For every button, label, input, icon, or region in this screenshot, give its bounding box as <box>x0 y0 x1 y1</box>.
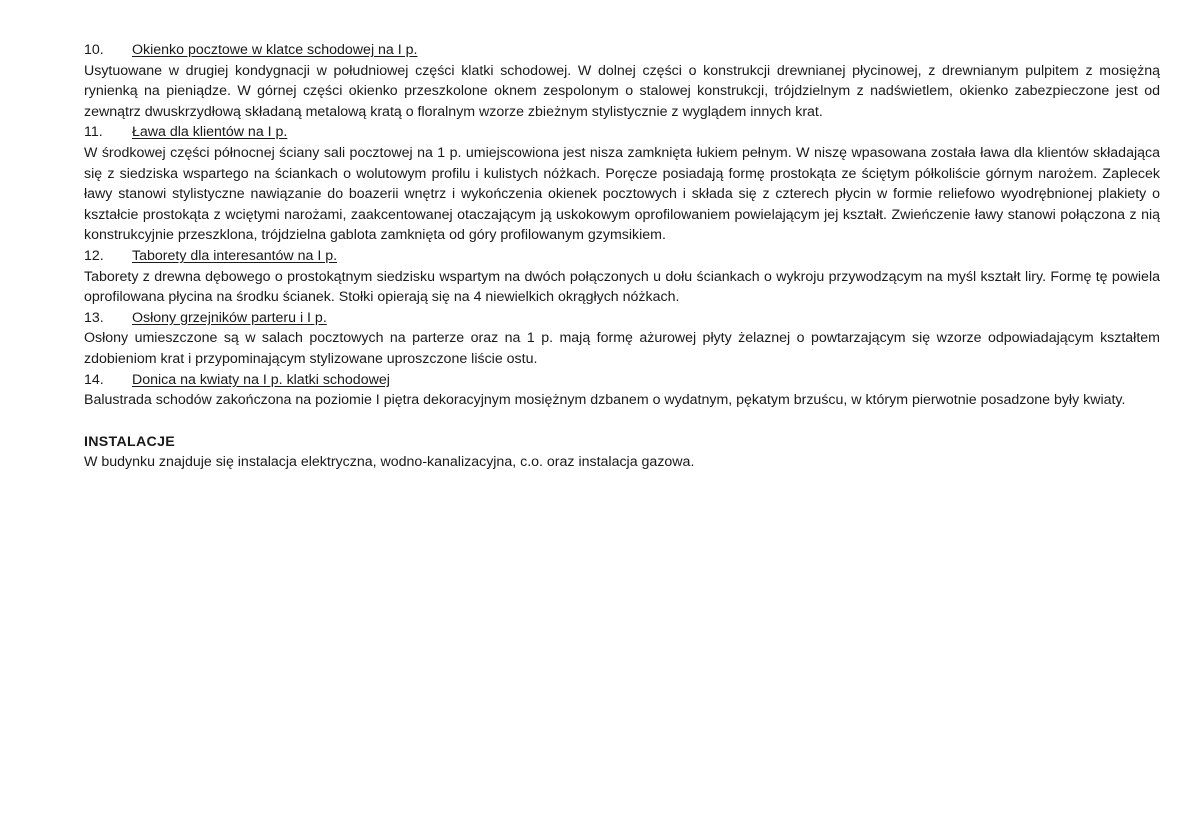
item-number: 14. <box>84 371 104 388</box>
item-number: 11. <box>84 124 103 141</box>
item-heading <box>84 370 1160 391</box>
item-heading <box>84 308 1160 329</box>
item-description: Balustrada schodów zakończona na poziomie I piętra dekoracyjnym mosiężnym dzbanem o wydatnym, pękatym brzuścu, w którym pierwotnie posadzone były kwiaty. <box>84 392 1126 409</box>
item-heading <box>84 122 1160 143</box>
item-title: Donica na kwiaty na I p. klatki schodowej <box>132 371 390 388</box>
item-number: 13. <box>84 309 104 326</box>
item-description: Taborety z drewna dębowego o prostokątnym siedzisku wspartym na dwóch połączonych u dołu ściankach o wykroju przywodzącym na myśl kształt liry. Formę tę powiela oprofilowana płycina na środku ścianek. Stołki opierają się na 4 niewielkich okrągłych nóżkach. <box>84 268 1160 306</box>
item-14 <box>84 370 1160 411</box>
item-11 <box>84 122 1160 246</box>
item-title: Ława dla klientów na I p. <box>132 124 288 141</box>
section-text: W budynku znajduje się instalacja elektryczna, wodno-kanalizacyjna, c.o. oraz instalacja gazowa. <box>84 454 695 471</box>
item-description: Osłony umieszczone są w salach pocztowych na parterze oraz na 1 p. mają formę ażurowej płyty żelaznej o powtarzającym się wzorze odpowiadającym kształtem zdobieniom krat i przypominającym stylizowane uproszczone liście ostu. <box>84 330 1160 367</box>
item-heading <box>84 40 1160 61</box>
item-description: Usytuowane w drugiej kondygnacji w południowej części klatki schodowej. W dolnej części o konstrukcji drewnianej płycinowej, z drewnianym pulpitem z mosiężną rynienką na pieniądze. W górnej części okienko przeszkolone oknem zespolonym o stalowej konstrukcji, trójdzielnym z nadświetlem, okienko zabezpieczone jest od zewnątrz dwuskrzydłową składaną metalową kratą o floralnym wzorze zbieżnym stylistycznie z wyglądem innych krat. <box>84 62 1160 120</box>
item-title: Taborety dla interesantów na I p. <box>132 247 338 264</box>
item-number: 10. <box>84 42 104 58</box>
item-description: W środkowej części północnej ściany sali pocztowej na 1 p. umiejscowiona jest nisza zamknięta łukiem pełnym. W niszę wpasowana została ława dla klientów składająca się z siedziska wspartego na ściankach o wolutowym profilu i kulistych nóżkach. Poręcze posiadają formę prostokąta ze ściętym półkoliście górnym narożem. Zaplecek ławy stanowi stylistyczne nawiązanie do boazerii wnętrz i wykończenia okienek pocztowych i składa się z czterech płycin w formie reliefowo wyodrębnionej plakiety o kształcie prostokąta z wciętymi narożami, zaakcentowanej otaczającym ją uskokowym oprofilowaniem powielającym jej kształt. Zwieńczenie ławy stanowi połączona z nią konstrukcyjnie przeszklona, trójdzielna gablota zamknięta od góry profilowanym gzymsikiem. <box>84 144 1160 244</box>
item-10 <box>84 40 1160 122</box>
instalacje-section <box>84 432 1160 473</box>
item-13 <box>84 308 1160 370</box>
item-12 <box>84 246 1160 308</box>
document-page <box>84 40 1160 473</box>
item-number: 12. <box>84 247 104 264</box>
section-heading: INSTALACJE <box>84 433 176 450</box>
item-heading <box>84 246 1160 267</box>
item-title: Okienko pocztowe w klatce schodowej na I p. <box>132 42 418 58</box>
item-title: Osłony grzejników parteru i I p. <box>132 309 327 326</box>
